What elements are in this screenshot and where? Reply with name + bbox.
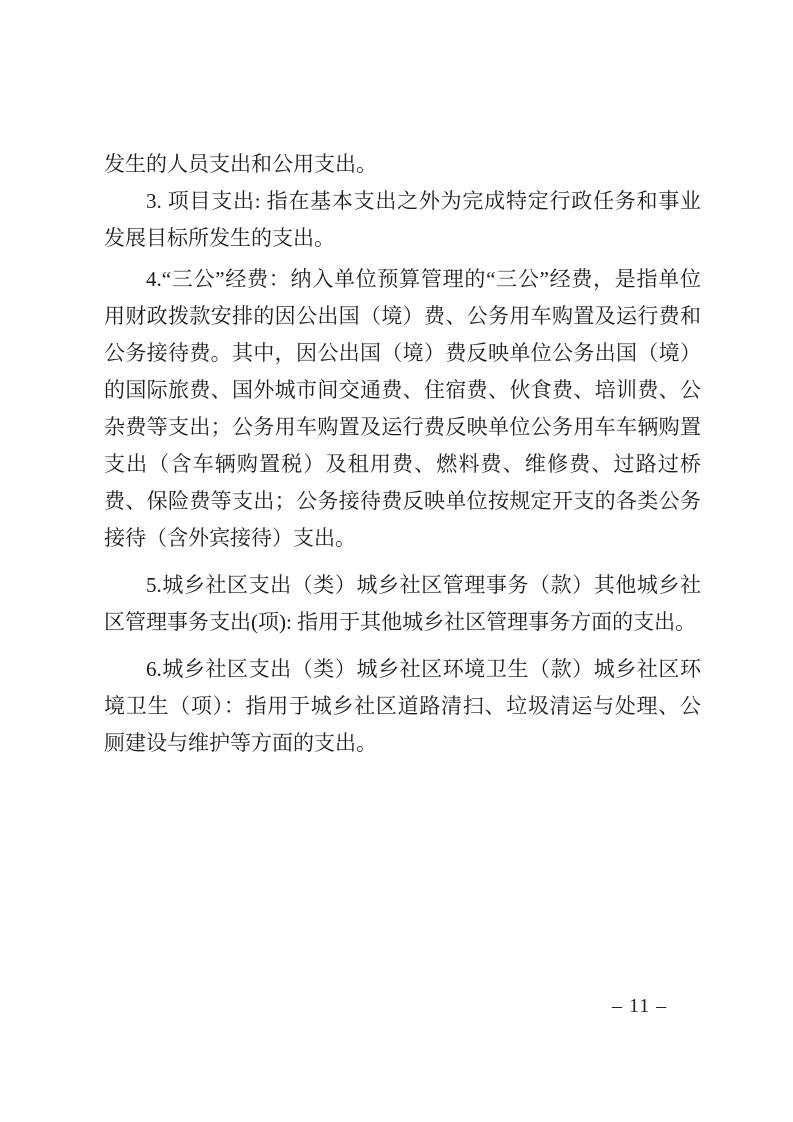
page-number: – 11 – bbox=[612, 995, 668, 1017]
paragraph-item-3: 3. 项目支出: 指在基本支出之外为完成特定行政任务和事业发展目标所发生的支出。 bbox=[104, 189, 701, 250]
paragraph-item-5: 5.城乡社区支出（类）城乡社区管理事务（款）其他城乡社区管理事务支出(项): 指用于其他城乡社区管理事务方面的支出。 bbox=[104, 573, 701, 634]
paragraph-continuation: 发生的人员支出和公用支出。 bbox=[104, 152, 377, 176]
paragraph-item-4: 4.“三公”经费：纳入单位预算管理的“三公”经费，是指单位用财政拨款安排的因公出国（境）费、公务用车购置及运行费和公务接待费。其中，因公出国（境）费反映单位公务出国（境）的国际旅费、国外城市间交通费、住宿费、伙食费、培训费、公杂费等支出；公务用车购置及运行费反映单位公务用车车辆购置支出（含车辆购置税）及租用费、燃料费、维修费、过路过桥费、保险费等支出；公务接待费反映单位按规定开支的各类公务接待（含外宾接待）支出。 bbox=[104, 267, 701, 550]
paragraph-item-6: 6.城乡社区支出（类）城乡社区环境卫生（款）城乡社区环境卫生（项）：指用于城乡社区道路清扫、垃圾清运与处理、公厕建设与维护等方面的支出。 bbox=[104, 657, 701, 755]
body-text bbox=[104, 146, 701, 762]
